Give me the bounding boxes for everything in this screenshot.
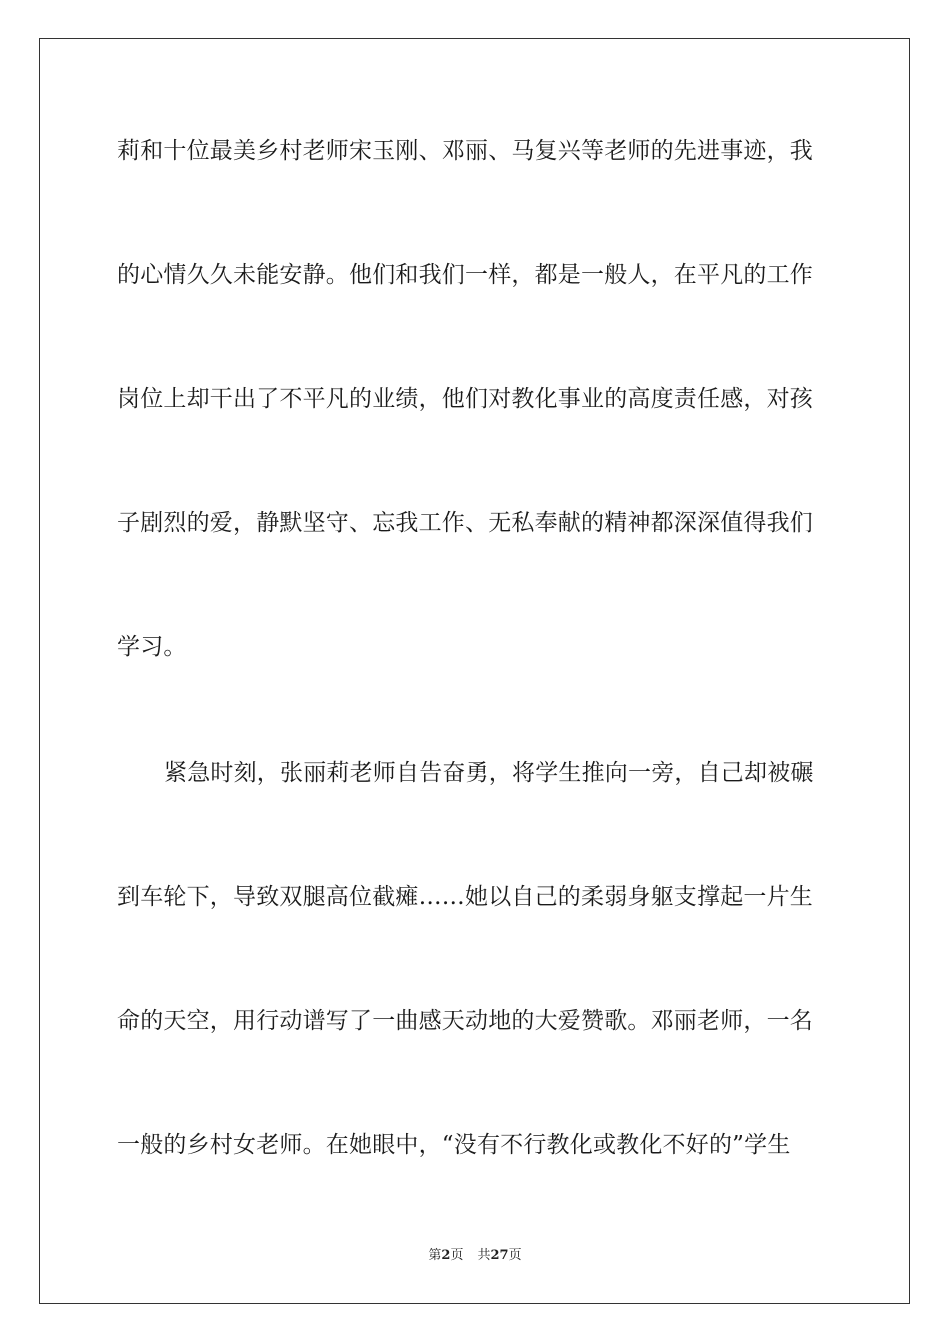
page-suffix: 页: [450, 1248, 464, 1263]
text-line: 命的天空，用行动谱写了一曲感天动地的大爱赞歌。邓丽老师，一名: [117, 1008, 813, 1034]
text-line: 莉和十位最美乡村老师宋玉刚、邓丽、马复兴等老师的先进事迹，我: [117, 138, 813, 164]
total-prefix: 共: [477, 1248, 491, 1263]
total-suffix: 页: [508, 1248, 522, 1263]
text-line: 岗位上却干出了不平凡的业绩，他们对教化事业的高度责任感，对孩: [117, 386, 813, 412]
text-line: 的心情久久未能安静。他们和我们一样，都是一般人，在平凡的工作: [117, 262, 813, 288]
paragraph-first-line: 紧急时刻，张丽莉老师自告奋勇，将学生推向一旁，自己却被碾: [164, 760, 814, 786]
page-border: [39, 38, 910, 1304]
page-footer: [0, 1248, 950, 1264]
total-pages: 27: [490, 1248, 509, 1263]
text-line: 子剧烈的爱，静默坚守、忘我工作、无私奉献的精神都深深值得我们: [117, 510, 813, 536]
text-line: 到车轮下，导致双腿高位截瘫……她以自己的柔弱身躯支撑起一片生: [117, 884, 813, 910]
text-line: 学习。: [117, 634, 187, 660]
text-line: 一般的乡村女老师。在她眼中，“没有不行教化或教化不好的”学生: [117, 1132, 791, 1158]
page-prefix: 第: [428, 1248, 442, 1263]
page-number: 2: [441, 1248, 451, 1263]
